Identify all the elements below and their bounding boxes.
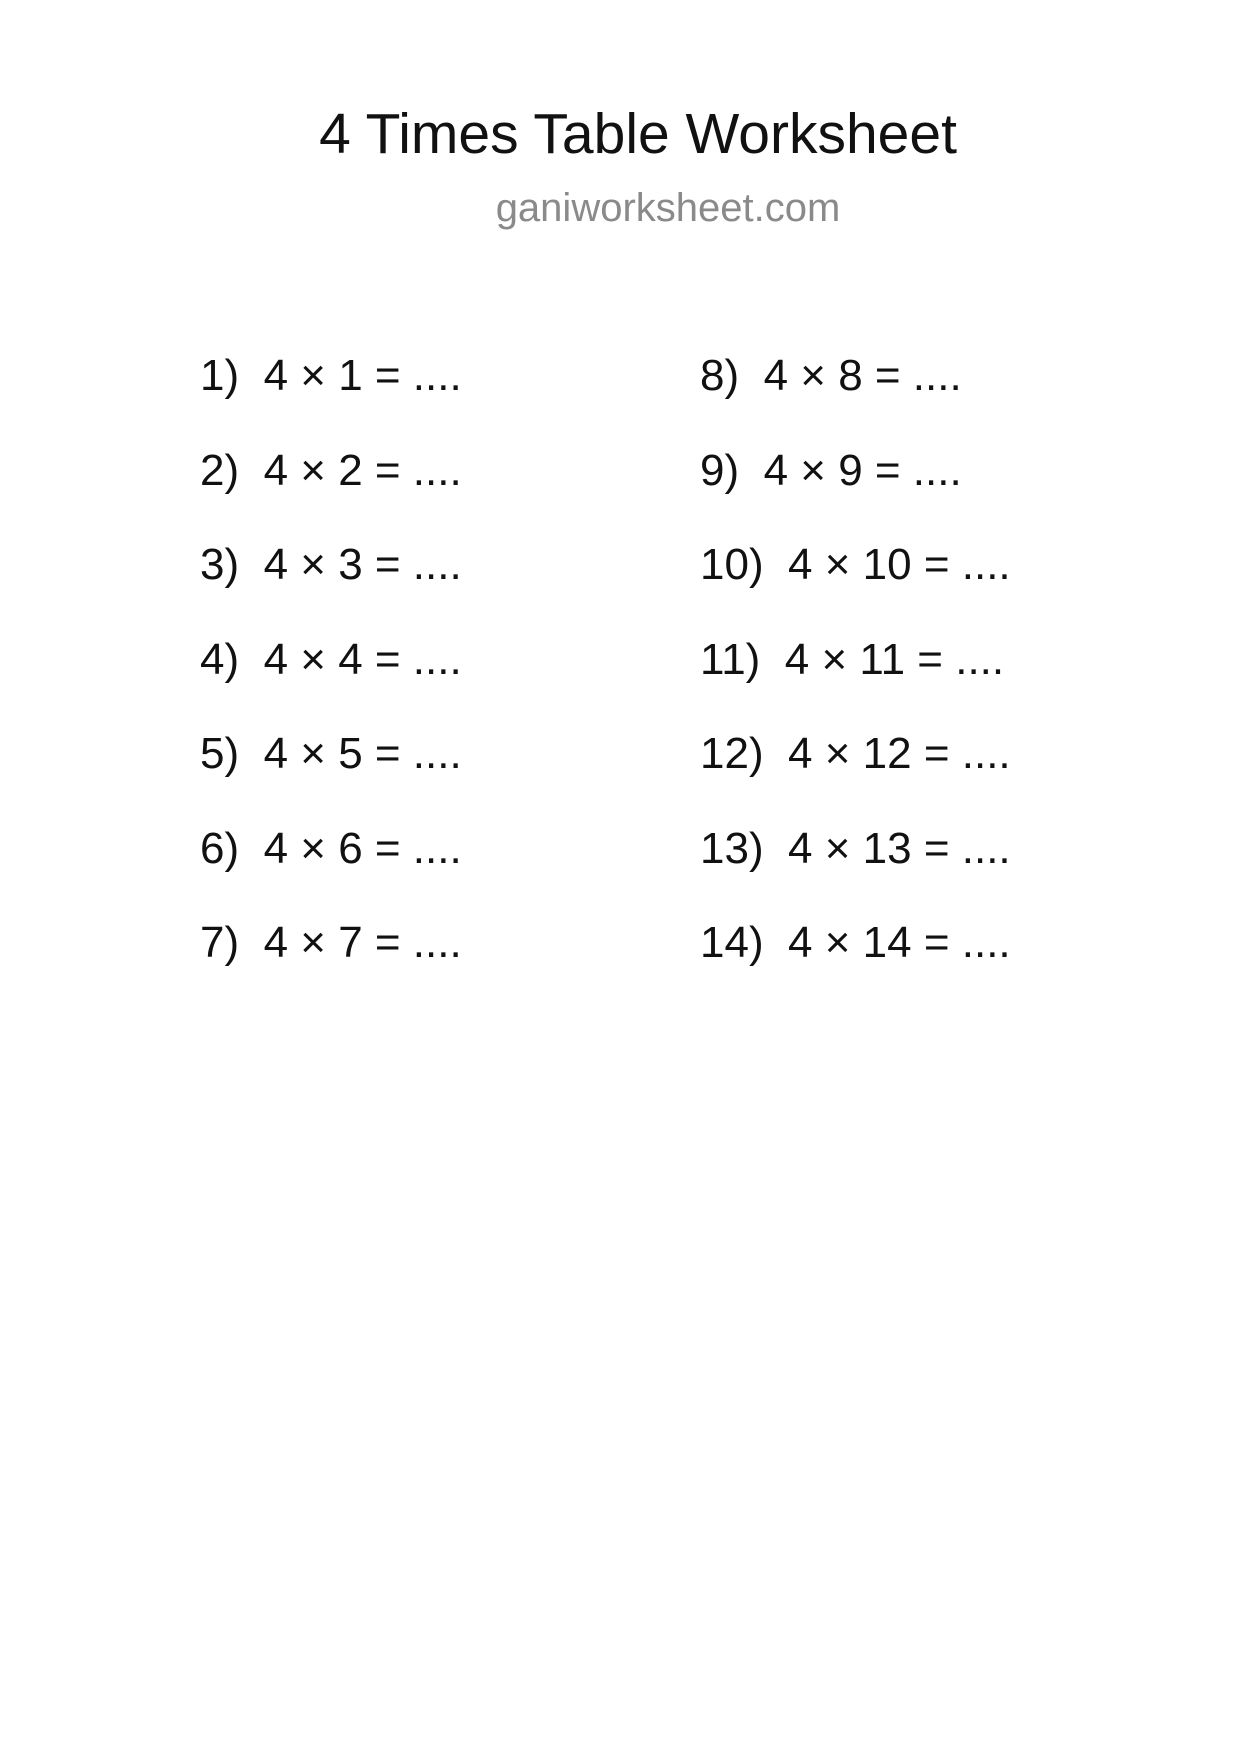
problem-9: 9) 4 × 9 = .... — [700, 445, 962, 495]
problem-10: 10) 4 × 10 = .... — [700, 540, 1011, 589]
problem-12: 12) 4 × 12 = .... — [700, 729, 1011, 778]
problem-8: 8) 4 × 8 = .... — [700, 351, 962, 400]
problem-4: 4) 4 × 4 = .... — [200, 634, 462, 684]
problem-13: 13) 4 × 13 = .... — [700, 823, 1011, 873]
problem-3: 3) 4 × 3 = .... — [200, 540, 462, 589]
problem-14: 14) 4 × 14 = .... — [700, 918, 1011, 967]
problem-2: 2) 4 × 2 = .... — [200, 445, 462, 495]
problem-list-right — [700, 350, 1011, 1012]
problem-list-left — [200, 350, 462, 1012]
problem-6: 6) 4 × 6 = .... — [200, 823, 462, 873]
problem-7: 7) 4 × 7 = .... — [200, 918, 462, 967]
problem-5: 5) 4 × 5 = .... — [200, 729, 462, 778]
site-name: ganiworksheet.com — [495, 186, 841, 230]
page-title: 4 Times Table Worksheet — [319, 102, 957, 166]
problem-1: 1) 4 × 1 = .... — [200, 351, 462, 400]
problem-11: 11) 4 × 11 = .... — [700, 634, 1005, 684]
